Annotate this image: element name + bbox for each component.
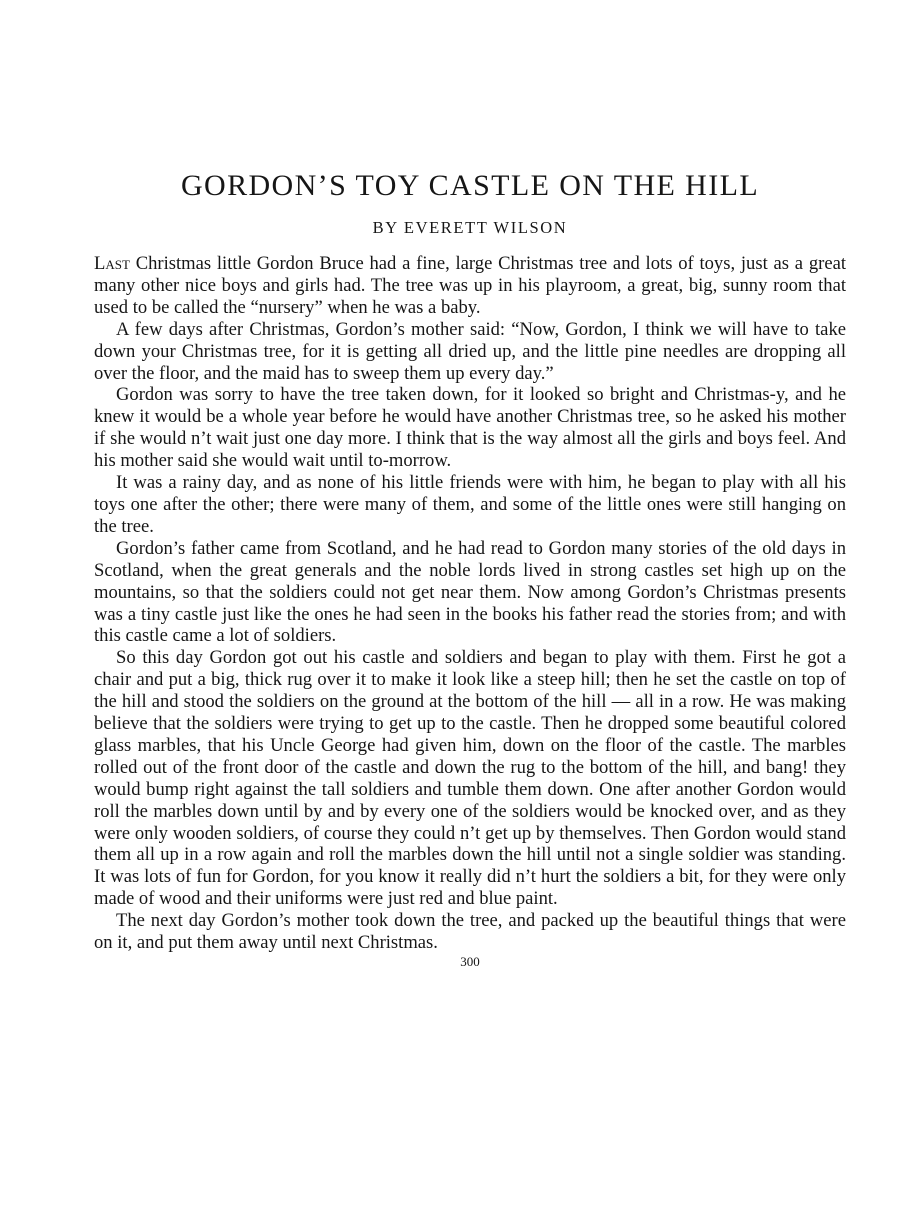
article-body [94, 253, 846, 954]
paragraph-1-text: Christmas little Gordon Bruce had a fine, large Christmas tree and lots of toys, just as a great many other nice boys and girls had. The tree was up in his playroom, a great, big, sunny room that used to be called the “nursery” when he was a baby. [94, 253, 846, 318]
paragraph-3: Gordon was sorry to have the tree taken down, for it looked so bright and Christmas-y, and he knew it would be a whole year before he would have another Christmas tree, so he asked his mother if she would n’t wait just one day more. I think that is the way almost all the girls and boys feel. And his mother said she would wait until to-morrow. [94, 384, 846, 472]
article-title: GORDON’S TOY CASTLE ON THE HILL [180, 169, 760, 202]
paragraph-6: So this day Gordon got out his castle and soldiers and began to play with them. First he got a chair and put a big, thick rug over it to make it look like a steep hill; then he set the castle on top of the hill and stood the soldiers on the ground at the bottom of the hill — all in a row. He was making believe that the soldiers were trying to get up to the castle. Then he dropped some beautiful colored glass marbles, that his Uncle George had given him, down on the floor of the castle. The marbles rolled out of the front door of the castle and down the rug to the bottom of the hill, and bang! they would bump right against the tall soldiers and tumble them down. One after another Gordon would roll the marbles down until by and by every one of the soldiers would be knocked over, and as they were only wooden soldiers, of course they could n’t get up by themselves. Then Gordon would stand them all up in a row again and roll the marbles down the hill until not a single soldier was standing. It was lots of fun for Gordon, for you know it really did n’t hurt the soldiers a bit, for they were only made of wood and their uniforms were just red and blue paint. [94, 647, 846, 910]
drop-word: Last [94, 253, 130, 274]
article-page [94, 168, 846, 970]
paragraph-1 [94, 253, 846, 319]
paragraph-2: A few days after Christmas, Gordon’s mother said: “Now, Gordon, I think we will have to take down your Christmas tree, for it is getting all dried up, and the little pine needles are dropping all over the floor, and the maid has to sweep them up every day.” [94, 318, 846, 384]
article-byline: BY EVERETT WILSON [372, 218, 568, 237]
paragraph-7: The next day Gordon’s mother took down the tree, and packed up the beautiful things that were on it, and put them away until next Christmas. [94, 910, 846, 954]
paragraph-4: It was a rainy day, and as none of his little friends were with him, he began to play with all his toys one after the other; there were many of them, and some of the little ones were still hanging on the tree. [94, 472, 846, 537]
page-number: 300 [460, 954, 480, 969]
paragraph-5: Gordon’s father came from Scotland, and he had read to Gordon many stories of the old days in Scotland, when the great generals and the noble lords lived in strong castles set high up on the mountains, so that the soldiers could not get near them. Now among Gordon’s Christmas presents was a tiny castle just like the ones he had seen in the books his father read the stories from; and with this castle came a lot of soldiers. [94, 537, 846, 647]
